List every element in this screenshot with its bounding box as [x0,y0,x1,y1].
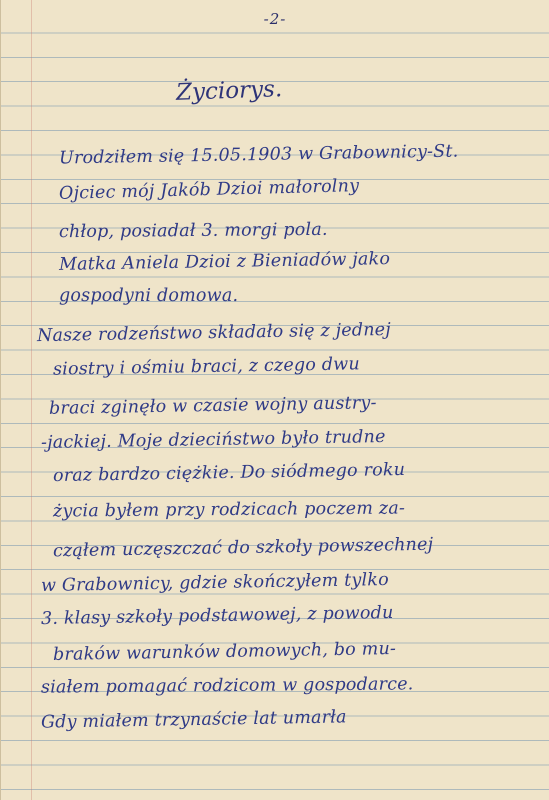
body-line: Gdy miałem trzynaście lat umarła [40,707,347,733]
document-title: Życiorys. [175,76,283,106]
body-line: siostry i ośmiu braci, z czego dwu [52,354,361,380]
body-line: cząłem uczęszczać do szkoły powszechnej [52,534,434,562]
body-line: siałem pomagać rodzicom w gospodarce. [40,674,414,698]
body-line: Urodziłem się 15.05.1903 w Grabownicy-St. [58,141,459,169]
body-line: braków warunków domowych, bo mu- [52,639,397,665]
margin-rule [31,0,32,800]
body-line: w Grabownicy, gdzie skończyłem tylko [40,569,390,597]
body-line: gospodyni domowa. [59,286,239,306]
body-line: Ojciec mój Jakób Dzioi małorolny [58,176,360,204]
body-line: chłop, posiadał 3. morgi pola. [58,219,328,243]
body-line: życia byłem przy rodzicach poczem za- [52,498,406,522]
body-line: oraz bardzo ciężkie. Do siódmego roku [52,459,406,487]
page-number: -2- [263,10,287,28]
body-line: Matka Aniela Dzioi z Bieniadów jako [58,249,391,275]
body-line: 3. klasy szkoły podstawowej, z powodu [40,602,394,630]
body-line: braci zginęło w czasie wojny austry- [48,393,377,419]
body-line: Nasze rodzeństwo składało się z jednej [36,319,392,347]
body-line: -jackiej. Moje dzieciństwo było trudne [40,426,386,454]
